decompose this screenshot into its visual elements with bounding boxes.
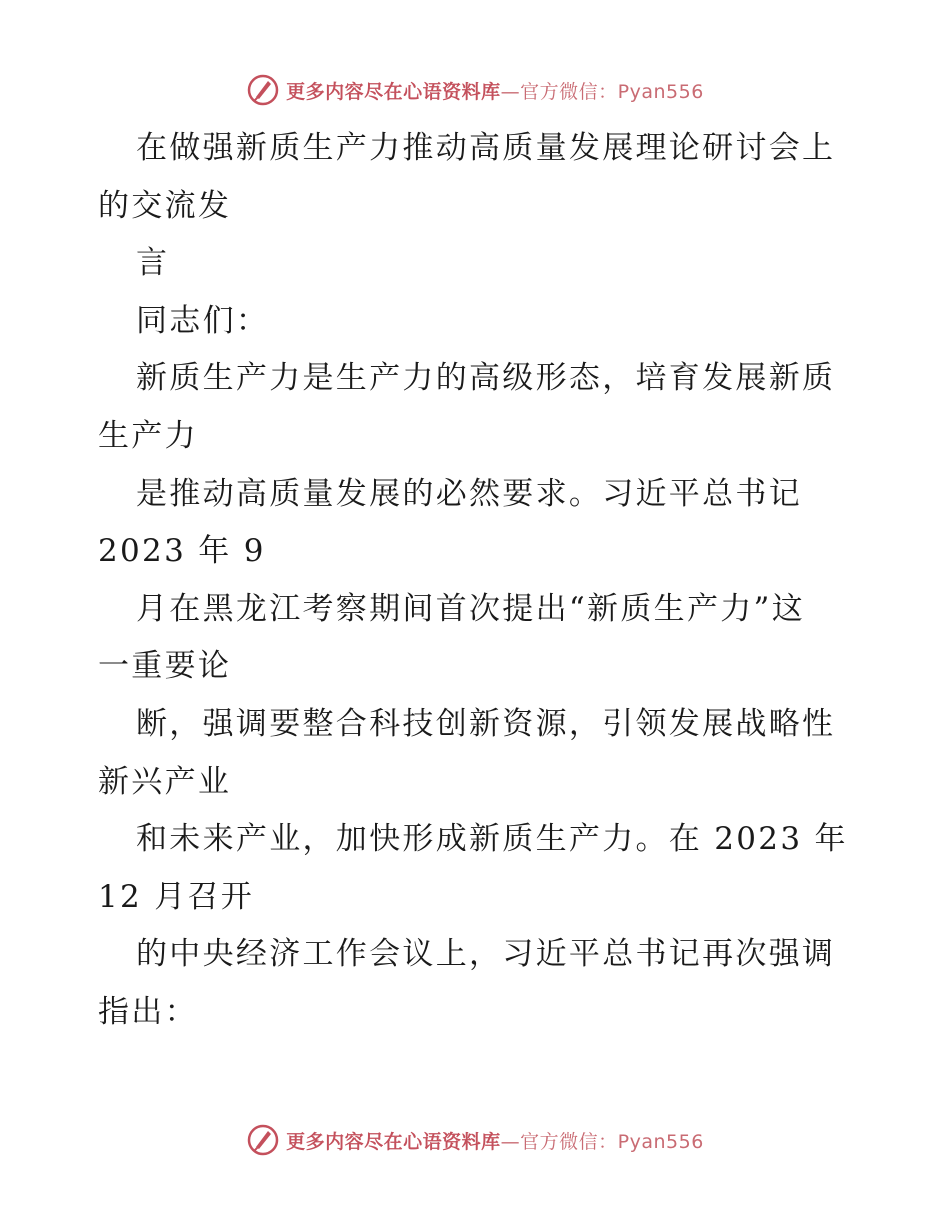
quill-logo-icon — [246, 73, 280, 107]
header-brand: 更多内容尽在心语资料库 — [286, 80, 501, 103]
text-line: 一重要论 — [98, 648, 232, 685]
footer-banner-text — [286, 1127, 704, 1154]
footer-brand: 更多内容尽在心语资料库 — [286, 1130, 501, 1153]
text-line: 指出： — [98, 993, 198, 1030]
text-line: 言 — [136, 245, 170, 282]
text-line: 同志们： — [136, 302, 270, 339]
text-line: 和未来产业，加快形成新质生产力。在 2023 年 — [136, 821, 848, 858]
document-body — [98, 120, 858, 1042]
text-line: 的交流发 — [98, 187, 232, 224]
header-banner — [0, 70, 950, 110]
text-line: 生产力 — [98, 417, 198, 454]
text-line: 断，强调要整合科技创新资源，引领发展战略性 — [136, 705, 836, 742]
text-line: 新兴产业 — [98, 763, 232, 800]
footer-banner — [0, 1120, 950, 1160]
text-line: 是推动高质量发展的必然要求。习近平总书记 — [136, 475, 802, 512]
footer-separator: — — [500, 1130, 521, 1153]
text-line: 2023 年 9 — [98, 533, 266, 570]
text-line: 新质生产力是生产力的高级形态，培育发展新质 — [136, 360, 836, 397]
text-line: 在做强新质生产力推动高质量发展理论研讨会上 — [136, 130, 836, 166]
header-contact: 官方微信：Pyan556 — [520, 80, 704, 103]
header-separator: — — [500, 80, 521, 103]
footer-contact: 官方微信：Pyan556 — [520, 1130, 704, 1153]
text-line: 12 月召开 — [98, 878, 255, 915]
text-line: 月在黑龙江考察期间首次提出“新质生产力”这 — [136, 590, 805, 627]
text-line: 的中央经济工作会议上，习近平总书记再次强调 — [136, 936, 836, 973]
quill-logo-icon — [246, 1123, 280, 1157]
header-banner-text — [286, 77, 704, 104]
